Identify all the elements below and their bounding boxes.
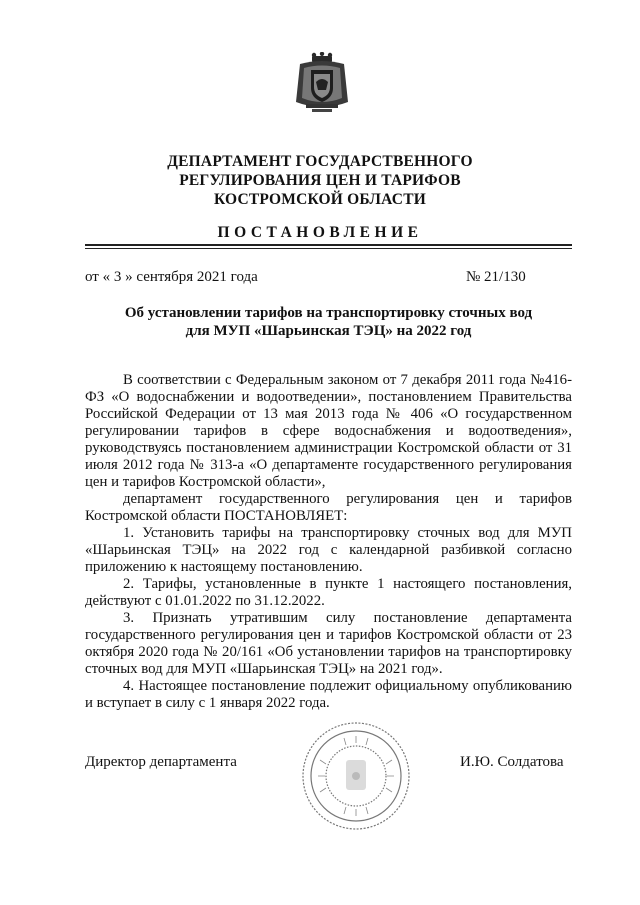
department-line-1: ДЕПАРТАМЕНТ ГОСУДАРСТВЕННОГО [167, 153, 473, 170]
document-subject [85, 304, 572, 340]
header-rule-thin [85, 248, 572, 249]
document-body [85, 372, 572, 712]
paragraph-item-1: 1. Установить тарифы на транспортировку сточных вод для МУП «Шарьинская ТЭЦ» на 2022 год с календарной разбивкой согласно приложению к настоящему постановлению. [85, 525, 572, 575]
subject-line-2: для МУП «Шарьинская ТЭЦ» на 2022 год [185, 323, 472, 339]
paragraph-item-4: 4. Настоящее постановление подлежит официальному опубликованию и вступает в силу с 1 января 2022 года. [85, 678, 572, 711]
document-number: № 21/130 [466, 269, 526, 285]
paragraph-item-2: 2. Тарифы, установленные в пункте 1 настоящего постановления, действуют с 01.01.2022 по 31.12.2022. [85, 576, 572, 609]
stamp-icon [300, 720, 412, 832]
signatory-title: Директор департамента [85, 754, 237, 770]
department-header [0, 152, 640, 209]
paragraph-resolves: департамент государственного регулирования цен и тарифов Костромской области ПОСТАНОВЛЯЕТ: [85, 491, 572, 524]
subject-line-1: Об установлении тарифов на транспортировку сточных вод [124, 305, 533, 321]
document-type: ПОСТАНОВЛЕНИЕ [217, 224, 423, 241]
department-line-3: КОСТРОМСКОЙ ОБЛАСТИ [213, 191, 426, 208]
header-rule-thick [85, 244, 572, 246]
paragraph-item-3: 3. Признать утратившим силу постановление департамента государственного регулирования цен и тарифов Костромской области от 23 октября 2020 года № 20/161 «Об установлении тарифов на транспортировку сточных вод для МУП «Шарьинская ТЭЦ» на 2021 год». [85, 610, 572, 677]
paragraph-preamble: В соответствии с Федеральным законом от 7 декабря 2011 года №416-ФЗ «О водоснабжении и водоотведении», постановлением Правительства Российской Федерации от 13 мая 2013 года № 406 «О государственном регулировании тарифов в сфере водоснабжения и водоотведения», руководствуясь постановлением администрации Костромской области от 31 июля 2012 года № 313-а «О департаменте государственного регулирования цен и тарифов Костромской области», [85, 372, 572, 490]
signatory-name: И.Ю. Солдатова [460, 754, 564, 770]
department-line-2: РЕГУЛИРОВАНИЯ ЦЕН И ТАРИФОВ [179, 172, 461, 189]
document-date: от « 3 » сентября 2021 года [85, 269, 258, 285]
coat-of-arms-icon [294, 52, 350, 114]
